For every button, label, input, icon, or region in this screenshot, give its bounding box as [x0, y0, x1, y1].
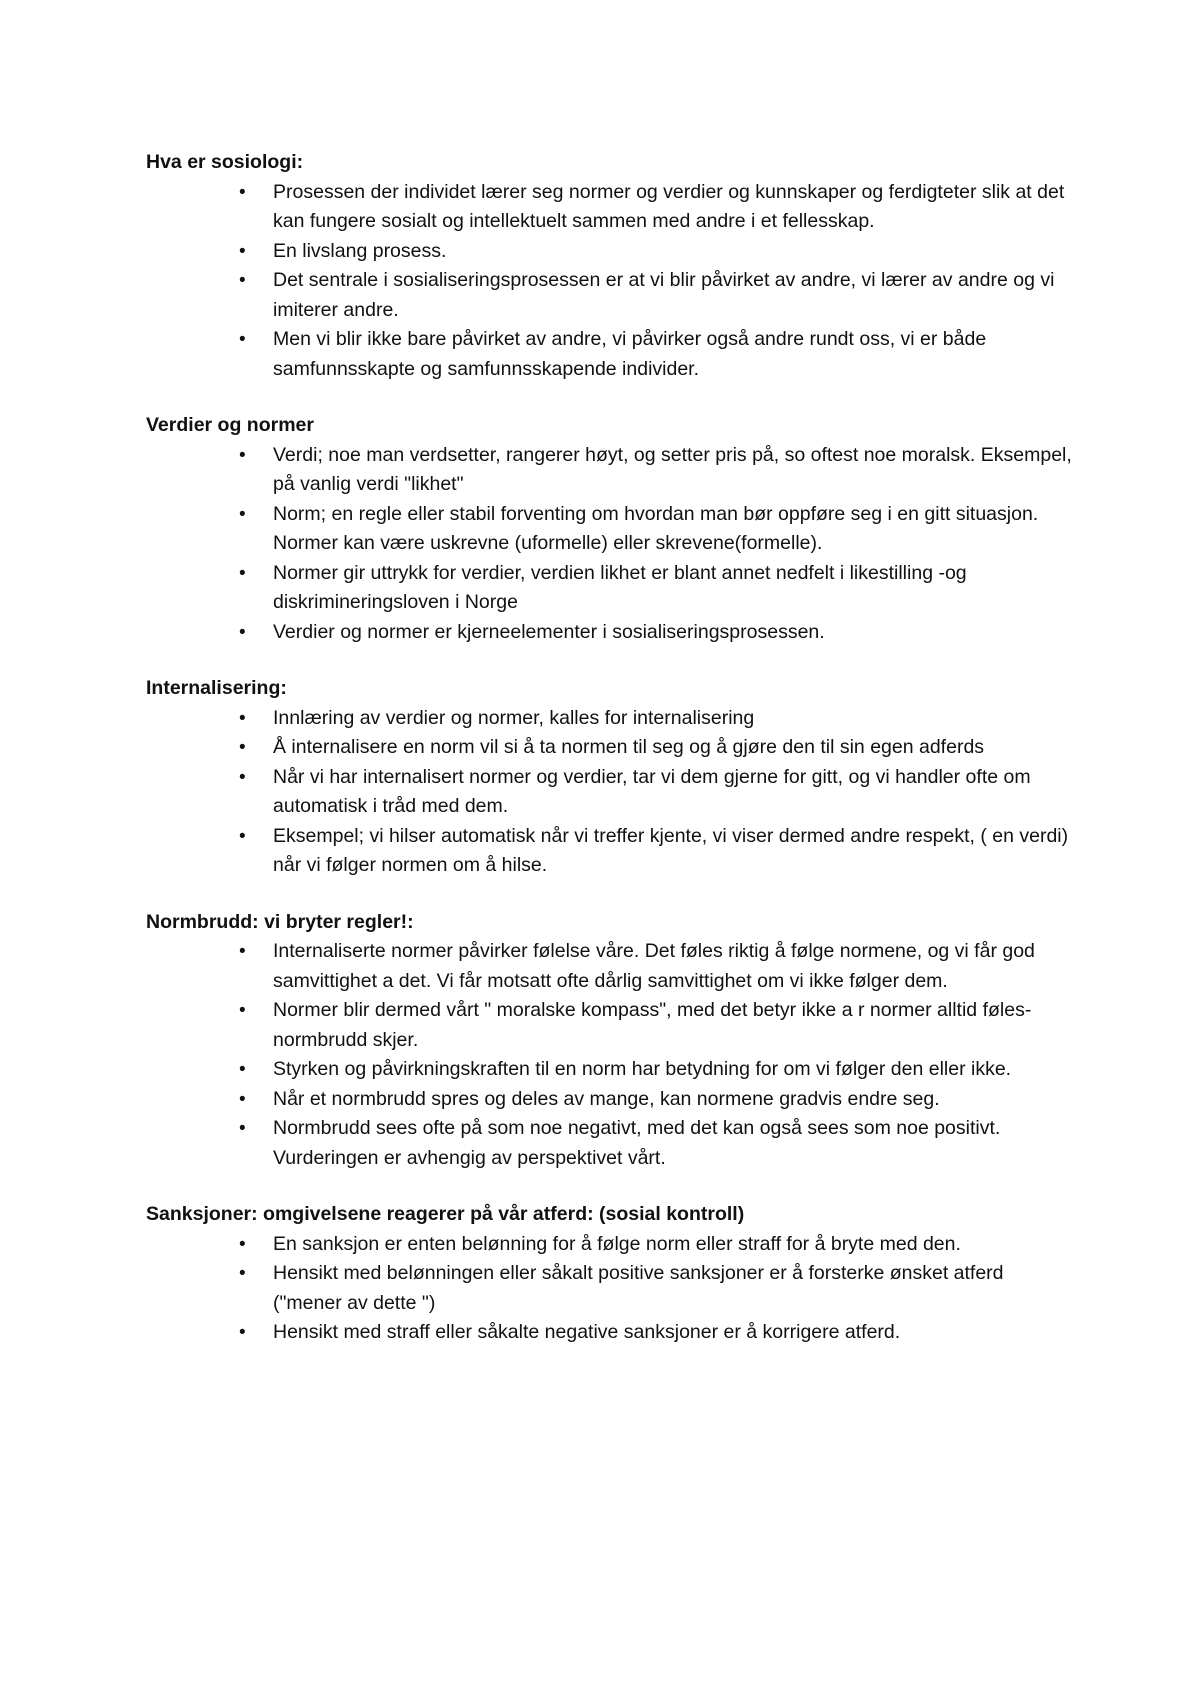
list-item-text: Normer blir dermed vårt " moralske kompass", med det betyr ikke a r normer alltid føles-normbrudd skjer. — [273, 999, 1032, 1051]
list-item-text: Prosessen der individet lærer seg normer og verdier og kunnskaper og ferdigteter slik at det kan fungere sosialt og intellektuelt sammen med andre i et fellesskap. — [273, 180, 1065, 232]
list-item-text: En livslang prosess. — [273, 239, 447, 262]
bullet-icon: • — [239, 707, 246, 729]
bullet-icon: • — [239, 825, 246, 847]
section-verdier-og-normer — [146, 411, 1076, 647]
section-internalisering — [146, 674, 1076, 881]
list-item — [239, 822, 1076, 881]
list-item-text: Men vi blir ikke bare påvirket av andre, vi påvirker også andre rundt oss, vi er både samfunnsskapte og samfunnsskapende individer. — [273, 328, 987, 380]
bullet-list — [146, 704, 1076, 881]
bullet-list — [146, 441, 1076, 648]
bullet-icon: • — [239, 737, 246, 758]
section-heading: Verdier og normer — [146, 414, 314, 436]
bullet-icon: • — [239, 766, 246, 788]
section-heading: Sanksjoner: omgivelsene reagerer på vår atferd: (sosial kontroll) — [146, 1203, 745, 1225]
list-item-text: Når vi har internalisert normer og verdier, tar vi dem gjerne for gitt, og vi handler ofte om automatisk i tråd med dem. — [273, 765, 1031, 817]
list-item — [239, 618, 1076, 648]
list-item-text: Verdi; noe man verdsetter, rangerer høyt, og setter pris på, so oftest noe moralsk. Eksempel, på vanlig verdi "likhet" — [273, 443, 1072, 495]
list-item-text: Normer gir uttrykk for verdier, verdien likhet er blant annet nedfelt i likestilling -og diskrimineringsloven i Norge — [273, 561, 967, 613]
bullet-icon: • — [239, 329, 246, 350]
list-item — [239, 178, 1076, 237]
list-item — [239, 1114, 1076, 1173]
list-item-text: Hensikt med straff eller såkalte negative sanksjoner er å korrigere atferd. — [273, 1321, 901, 1343]
section-hva-er-sosiologi — [146, 148, 1076, 384]
list-item-text: Innlæring av verdier og normer, kalles for internalisering — [273, 706, 755, 729]
list-item — [239, 500, 1076, 559]
list-item-text: En sanksjon er enten belønning for å følge norm eller straff for å bryte med den. — [273, 1232, 961, 1255]
bullet-list — [146, 1230, 1076, 1348]
list-item — [239, 559, 1076, 618]
list-item — [239, 704, 1076, 734]
bullet-icon: • — [239, 240, 246, 262]
bullet-icon: • — [239, 941, 246, 962]
list-item — [239, 1259, 1076, 1318]
bullet-icon: • — [239, 1088, 246, 1110]
bullet-icon: • — [239, 621, 246, 643]
list-item-text: Norm; en regle eller stabil forventing om hvordan man bør oppføre seg i en gitt situasjon. Normer kan være uskrevne (uformelle) eller skrevene(formelle). — [273, 502, 1039, 554]
list-item — [239, 1085, 1076, 1115]
list-item-text: Å internalisere en norm vil si å ta normen til seg og å gjøre den til sin egen adferds — [273, 736, 985, 758]
bullet-icon: • — [239, 503, 246, 525]
list-item — [239, 937, 1076, 996]
list-item — [239, 1318, 1076, 1348]
bullet-icon: • — [239, 1233, 246, 1255]
section-normbrudd — [146, 908, 1076, 1174]
bullet-list — [146, 178, 1076, 385]
list-item — [239, 996, 1076, 1055]
bullet-icon: • — [239, 181, 246, 203]
section-heading: Internalisering: — [146, 677, 287, 699]
bullet-icon: • — [239, 1118, 246, 1139]
bullet-icon: • — [239, 1263, 246, 1284]
section-sanksjoner — [146, 1200, 1076, 1348]
bullet-list — [146, 937, 1076, 1173]
list-item-text: Normbrudd sees ofte på som noe negativt, med det kan også sees som noe positivt. Vurderingen er avhengig av perspektivet vårt. — [273, 1117, 1001, 1169]
bullet-icon: • — [239, 1000, 246, 1021]
list-item-text: Det sentrale i sosialiseringsprosessen er at vi blir påvirket av andre, vi lærer av andre og vi imiterer andre. — [273, 269, 1055, 321]
list-item-text: Styrken og påvirkningskraften til en norm har betydning for om vi følger den eller ikke. — [273, 1058, 1012, 1080]
list-item — [239, 733, 1076, 763]
list-item-text: Når et normbrudd spres og deles av mange, kan normene gradvis endre seg. — [273, 1087, 940, 1110]
list-item — [239, 266, 1076, 325]
list-item — [239, 325, 1076, 384]
bullet-icon: • — [239, 444, 246, 466]
list-item — [239, 763, 1076, 822]
section-heading: Normbrudd: vi bryter regler!: — [146, 910, 414, 933]
list-item-text: Internaliserte normer påvirker følelse våre. Det føles riktig å følge normene, og vi får god samvittighet a det. Vi får motsatt ofte dårlig samvittighet om vi ikke følger dem. — [273, 940, 1035, 992]
list-item — [239, 441, 1076, 500]
bullet-icon: • — [239, 1059, 246, 1080]
list-item — [239, 237, 1076, 267]
bullet-icon: • — [239, 1322, 246, 1343]
section-heading: Hva er sosiologi: — [146, 151, 304, 173]
list-item-text: Verdier og normer er kjerneelementer i sosialiseringsprosessen. — [273, 620, 825, 643]
list-item — [239, 1055, 1076, 1085]
bullet-icon: • — [239, 270, 246, 291]
document-page — [146, 148, 1076, 1375]
list-item — [239, 1230, 1076, 1260]
list-item-text: Hensikt med belønningen eller såkalt positive sanksjoner er å forsterke ønsket atferd ("mener av dette ") — [273, 1262, 1004, 1314]
bullet-icon: • — [239, 562, 246, 584]
list-item-text: Eksempel; vi hilser automatisk når vi treffer kjente, vi viser dermed andre respekt, ( en verdi) når vi følger normen om å hilse. — [273, 824, 1069, 876]
